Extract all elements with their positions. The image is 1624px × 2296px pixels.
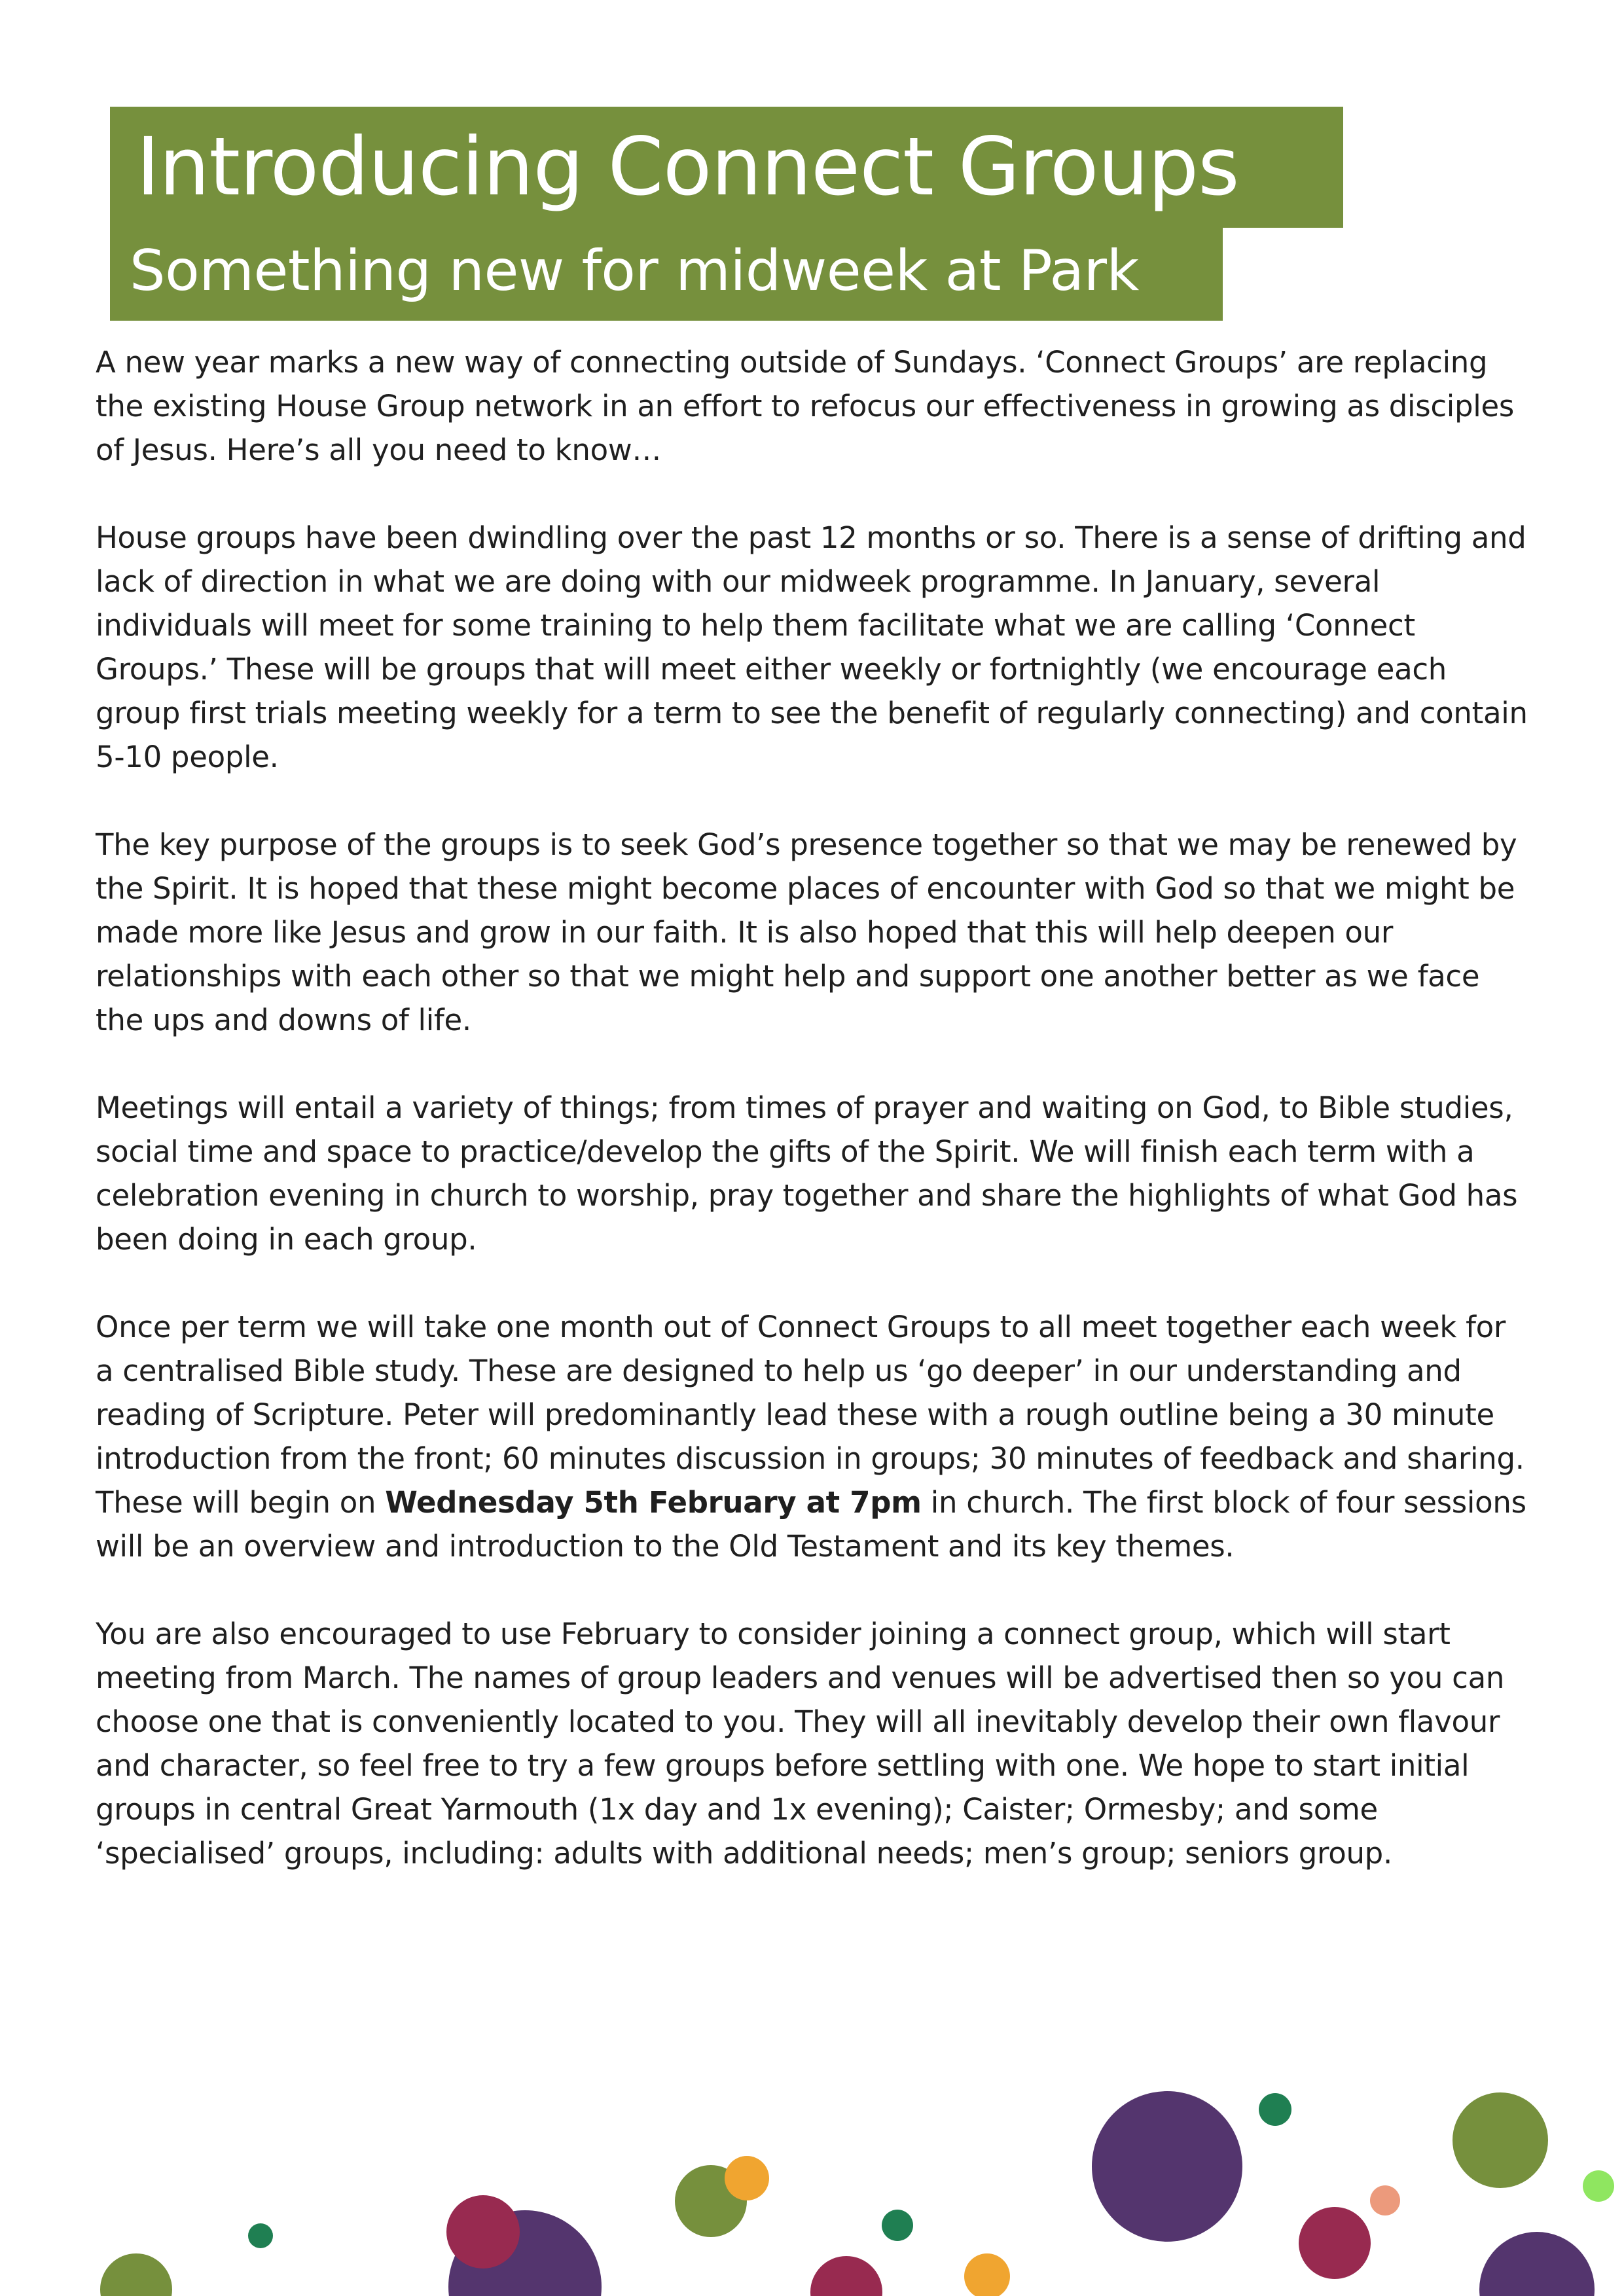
paragraph-intro: A new year marks a new way of connecting outside of Sundays. ‘Connect Groups’ are replacing the existing House Group network in an effort to refocus our effectiveness in growing as disciples of Jesus. Here’s all you need to know… <box>96 345 1515 467</box>
dot-teal-left <box>248 2223 273 2248</box>
dot-lime-right <box>1583 2170 1614 2202</box>
dot-orange-center-left <box>725 2156 769 2200</box>
dot-orange-center <box>964 2253 1010 2296</box>
dot-crimson-left <box>446 2195 520 2269</box>
page-title: Introducing Connect Groups <box>110 107 1343 228</box>
dot-purple-large-right <box>1092 2091 1242 2242</box>
dot-olive-bottom-left <box>100 2253 172 2296</box>
dot-olive-right <box>1453 2092 1548 2188</box>
paragraph-joining: You are also encouraged to use February to consider joining a connect group, which will start meeting from March. The names of group leaders and venues will be advertised then so you can choose one that is conveniently located to you. They will all inevitably develop their own flavour and character, so feel free to try a few groups before settling with one. We hope to start initial groups in central Great Yarmouth (1x day and 1x evening); Caister; Ormesby; and some ‘specialised’ groups, including: adults with additional needs; men’s group; seniors group. <box>96 1617 1505 1871</box>
bible-study-text-start: Once per term we will take one month out of Connect Groups to all meet together each week for a centralised Bible study. These are designed to help us ‘go deeper’ in our understanding and reading of Scripture. Peter will predominantly lead these with a rough outline being a 30 minute introduction from the front; 60 minutes discussion in groups; 30 minutes of feedback and sharing. These will begin on <box>96 1310 1525 1520</box>
paragraph-house-groups: House groups have been dwindling over the past 12 months or so. There is a sense of drifting and lack of direction in what we are doing with our midweek programme. In January, several individuals will meet for some training to help them facilitate what we are calling ‘Connect Groups.’ These will be groups that will meet either weekly or fortnightly (we encourage each group first trials meeting weekly for a term to see the benefit of regularly connecting) and contain 5-10 people. <box>96 520 1528 774</box>
paragraph-purpose: The key purpose of the groups is to seek God’s presence together so that we may be renewed by the Spirit. It is hoped that these might become places of encounter with God so that we might be made more like Jesus and grow in our faith. It is also hoped that this will help deepen our relationships with each other so that we might help and support one another better as we face the ups and downs of life. <box>96 827 1517 1037</box>
bible-study-text-end: in church. The first block of four sessions will be an overview and introduction to the Old Testament and its key themes. <box>96 1485 1526 1564</box>
bible-study-date: Wednesday 5th February at 7pm <box>385 1485 922 1520</box>
dot-crimson-right <box>1299 2207 1371 2279</box>
dot-teal-right <box>1259 2093 1291 2126</box>
dot-salmon-right <box>1370 2185 1400 2215</box>
paragraph-meetings: Meetings will entail a variety of things; from times of prayer and waiting on God, to Bible studies, social time and space to practice/develop the gifts of the Spirit. We will finish each term with a celebration evening in church to worship, pray together and share the highlights of what God has been doing in each group. <box>96 1090 1518 1257</box>
dot-crimson-center <box>810 2256 882 2296</box>
dot-teal-center <box>882 2210 913 2241</box>
page-subtitle: Something new for midweek at Park <box>110 228 1223 321</box>
dot-purple-bottom-right <box>1479 2232 1595 2296</box>
